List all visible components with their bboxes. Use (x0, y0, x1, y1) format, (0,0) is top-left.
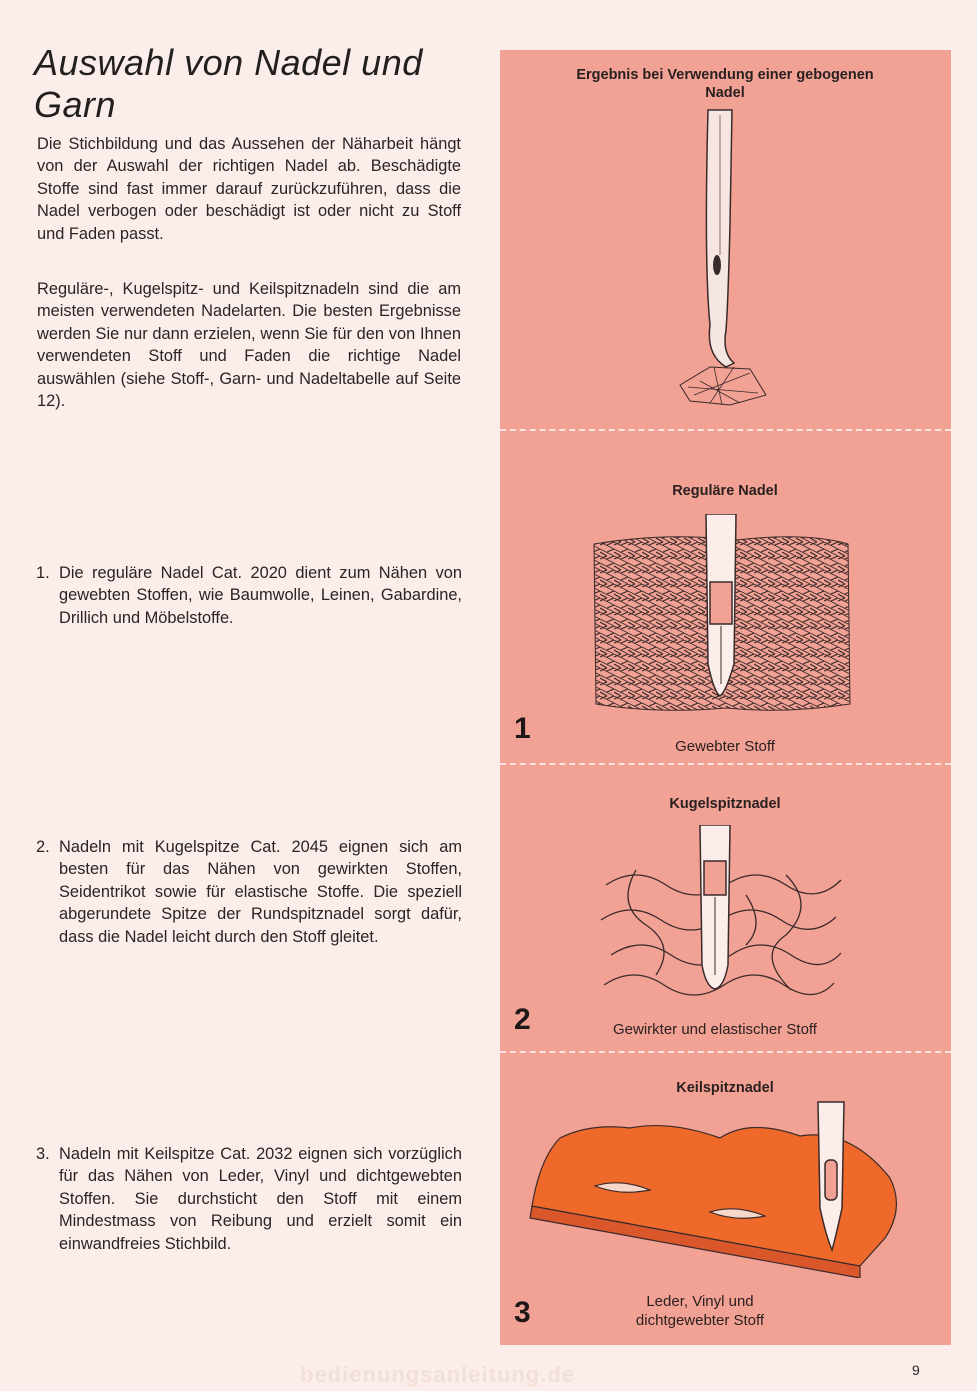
woven-fabric-needle-illustration (586, 514, 856, 719)
intro-paragraph-2: Reguläre-, Kugelspitz- und Keilspitznadeln sind die am meisten verwendeten Nadelarten. Die besten Ergebnisse werden Sie nur dann erzielen, wenn Sie für den von Ihnen verwendeten Stoff und Faden die richtige Nadel auswählen (siehe Stoff-, Garn- und Nadeltabelle auf Seite 12). (37, 280, 461, 411)
intro-paragraph-1: Die Stichbildung und das Aussehen der Näharbeit hängt von der Auswahl der richtigen Nadel ab. Beschädigte Stoffe sind fast immer darauf zurückzuführen, dass die Nadel verbogen oder beschädigt ist oder nicht zu Stoff und Faden passt. (37, 135, 461, 243)
panel-divider (500, 429, 951, 431)
needle-item-regular (36, 562, 462, 629)
ball-needle-title: Kugelspitznadel (669, 796, 781, 812)
panel-divider (500, 1051, 951, 1053)
item-number: 2. (36, 838, 50, 856)
item-text: Nadeln mit Keilspitze Cat. 2032 eignen sich vorzüglich für das Nähen von Leder, Vinyl und dichtgewebten Stoffen. Sie durchsticht den Stoff mit einem Mindestmass von Reibung und erzielt somit ein einwandfreies Stichbild. (59, 1145, 462, 1253)
knit-fabric-needle-illustration (596, 825, 846, 1015)
needle-item-ball (36, 836, 462, 948)
page-number: 9 (912, 1362, 920, 1378)
regular-needle-title: Reguläre Nadel (672, 483, 778, 499)
needle-item-wedge (36, 1143, 462, 1255)
wedge-needle-caption: Leder, Vinyl und dichtgewebter Stoff (635, 1293, 765, 1329)
item-text: Die reguläre Nadel Cat. 2020 dient zum Nähen von gewebten Stoffen, wie Baumwolle, Leinen, Gabardine, Drillich und Möbelstoffe. (59, 564, 462, 627)
section-number-2: 2 (514, 1003, 531, 1036)
section-number-3: 3 (514, 1296, 531, 1329)
regular-needle-caption: Gewebter Stoff (675, 738, 775, 755)
watermark: bedienungsanleitung.de (300, 1362, 576, 1387)
panel-divider (500, 763, 951, 765)
section-number-1: 1 (514, 712, 531, 745)
leather-needle-illustration (520, 1098, 910, 1278)
page-title: Auswahl von Nadel und Garn (34, 42, 423, 125)
wedge-needle-title: Keilspitznadel (676, 1080, 774, 1096)
item-text: Nadeln mit Kugelspitze Cat. 2045 eignen sich am besten für das Nähen von gewirkten Stoffen, Seidentrikot sowie für elastische Stoffe. Die speziell abgerundete Spitze der Rundspitznadel sorgt dafür, dass die Nadel leicht durch den Stoff gleitet. (59, 838, 462, 946)
item-number: 3. (36, 1145, 50, 1163)
bent-needle-illustration (670, 105, 780, 410)
ball-needle-caption: Gewirkter und elastischer Stoff (613, 1021, 817, 1038)
item-number: 1. (36, 564, 50, 582)
bent-needle-title: Ergebnis bei Verwendung einer gebogenen Nadel (576, 67, 874, 101)
